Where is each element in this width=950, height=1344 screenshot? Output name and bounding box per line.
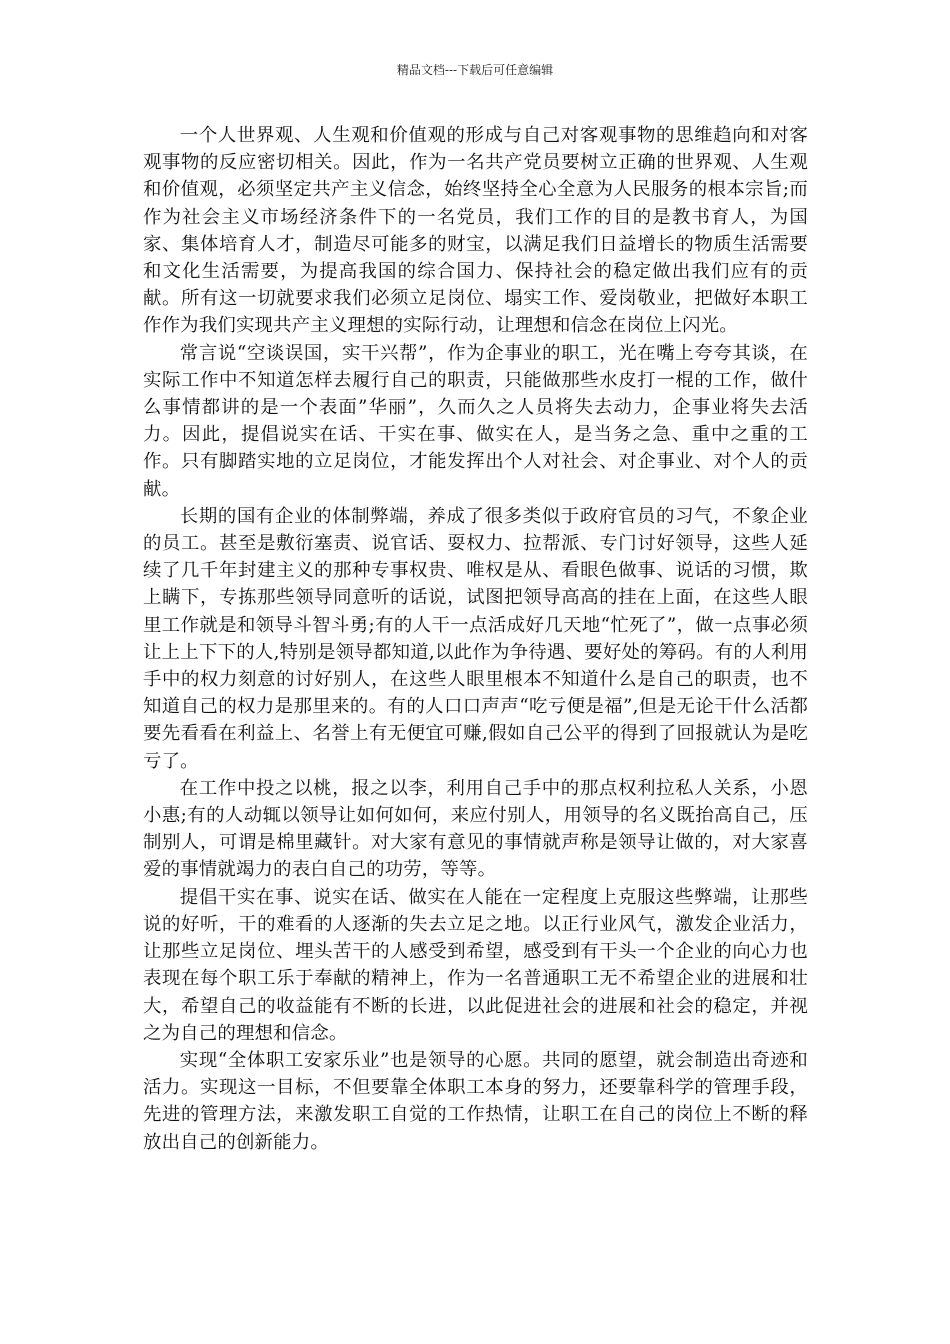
paragraph-6: 实现“全体职工安家乐业”也是领导的心愿。共同的愿望，就会制造出奇迹和活力。实现这一目标，不但要靠全体职工本身的努力，还要靠科学的管理手段，先进的管理方法，来激发职工自觉的工作热情，让职工在自己的岗位上不断的释放出自己的创新能力。 bbox=[143, 1049, 808, 1153]
paragraph-1: 一个人世界观、人生观和价值观的形成与自己对客观事物的思维趋向和对客观事物的反应密切相关。因此，作为一名共产党员要树立正确的世界观、人生观和价值观，必须坚定共产主义信念，始终坚持全心全意为人民服务的根本宗旨;而作为社会主义市场经济条件下的一名党员，我们工作的目的是教书育人，为国家、集体培育人才，制造尽可能多的财宝，以满足我们日益增长的物质生活需要和文化生活需要，为提高我国的综合国力、保持社会的稳定做出我们应有的贡献。所有这一切就要求我们必须立足岗位、塌实工作、爱岗敬业，把做好本职工作作为我们实现共产主义理想的实际行动，让理想和信念在岗位上闪光。 bbox=[143, 125, 808, 337]
paragraph-5: 提倡干实在事、说实在话、做实在人能在一定程度上克服这些弊端，让那些说的好听，干的难看的人逐渐的失去立足之地。以正行业风气，激发企业活力，让那些立足岗位、埋头苦干的人感受到希望，感受到有干头一个企业的向心力也表现在每个职工乐于奉献的精神上，作为一名普通职工无不希望企业的进展和壮大，希望自己的收益能有不断的长进，以此促进社会的进展和社会的稳定，并视之为自己的理想和信念。 bbox=[143, 886, 808, 1044]
paragraph-4: 在工作中投之以桃，报之以李，利用自己手中的那点权利拉私人关系，小恩小惠;有的人动辄以领导让如何如何，来应付别人，用领导的名义既抬高自己，压制别人，可谓是棉里藏针。对大家有意见的事情就声称是领导让做的，对大家喜爱的事情就竭力的表白自己的功劳，等等。 bbox=[143, 777, 808, 881]
document-body bbox=[143, 122, 808, 1156]
page-header: 精品文档---下载后可任意编辑 bbox=[396, 63, 554, 77]
paragraph-2: 常言说“空谈误国，实干兴帮”，作为企事业的职工，光在嘴上夸夸其谈，在实际工作中不知道怎样去履行自己的职责，只能做那些水皮打一棍的工作，做什么事情都讲的是一个表面”华丽”，久而久之人员将失去动力，企事业将失去活力。因此，提倡说实在话、干实在事、做实在人，是当务之急、重中之重的工作。只有脚踏实地的立足岗位，才能发挥出个人对社会、对企事业、对个人的贡献。 bbox=[143, 342, 808, 500]
paragraph-3: 长期的国有企业的体制弊端，养成了很多类似于政府官员的习气，不象企业的员工。甚至是敷衍塞责、说官话、耍权力、拉帮派、专门讨好领导，这些人延续了几千年封建主义的那种专事权贵、唯权是从、看眼色做事、说话的习惯，欺上瞒下，专拣那些领导同意听的话说，试图把领导高高的挂在上面，在这些人眼里工作就是和领导斗智斗勇;有的人干一点活成好几天地“忙死了”，做一点事必须让上上下下的人,特别是领导都知道,以此作为争待遇、要好处的筹码。有的人利用手中的权力刻意的讨好别人，在这些人眼里根本不知道什么是自己的职责，也不知道自己的权力是那里来的。有的人口口声声“吃亏便是福”,但是无论干什么活都要先看看在利益上、名誉上有无便宜可赚,假如自己公平的得到了回报就认为是吃亏了。 bbox=[143, 505, 808, 772]
